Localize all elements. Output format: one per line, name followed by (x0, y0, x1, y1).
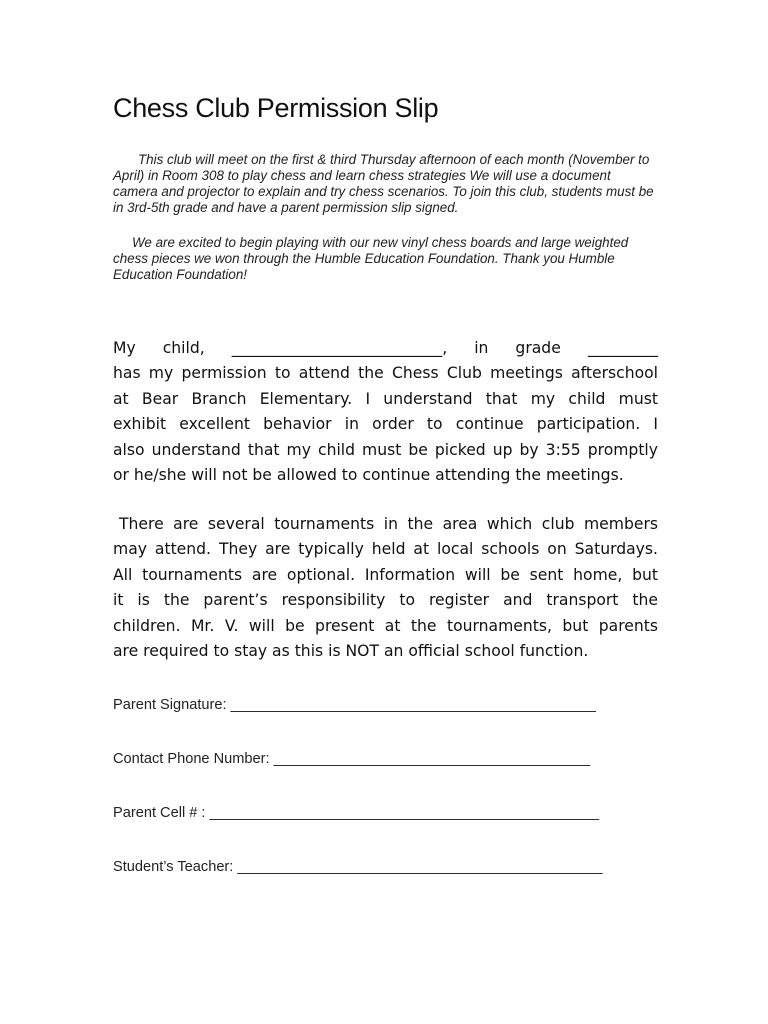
students-teacher-field: Student’s Teacher: _____________________________________________ (113, 859, 603, 875)
permission-line: exhibit excellent behavior in order to continue participation. I (113, 415, 658, 434)
contact-phone-field: Contact Phone Number: _______________________________________ (113, 751, 591, 767)
permission-paragraph (113, 336, 658, 488)
intro-text-schedule: This club will meet on the first & third Thursday afternoon of each month (November to April) in Room 308 to play chess and learn chess strategies We will use a document camera and projector to explain and try chess scenarios. To join this club, students must be in 3rd-5th grade and have a parent permission slip signed. (113, 152, 654, 215)
intro-paragraph-thanks (113, 235, 658, 283)
parent-cell-field: Parent Cell # : ________________________________________________ (113, 805, 600, 821)
intro-text-thanks: We are excited to begin playing with our new vinyl chess boards and large weighted chess pieces we won through the Humble Education Foundation. Thank you Humble Education Foundation! (113, 235, 629, 282)
intro-paragraph-schedule (113, 152, 658, 216)
tournament-line: All tournaments are optional. Information will be sent home, but (113, 565, 658, 584)
tournament-line: may attend. They are typically held at local schools on Saturdays. (113, 540, 658, 559)
tournament-paragraph (113, 512, 658, 664)
page-title: Chess Club Permission Slip (113, 93, 439, 123)
tournament-line: There are several tournaments in the area which club members (119, 515, 658, 533)
tournament-line: it is the parent’s responsibility to register and transport the (113, 591, 658, 610)
permission-line: also understand that my child must be picked up by 3:55 promptly (113, 440, 658, 459)
parent-signature-field: Parent Signature: _____________________________________________ (113, 697, 596, 713)
permission-line: My child, ___________________________, in grade _________ (113, 339, 658, 357)
tournament-line: are required to stay as this is NOT an official school function. (113, 642, 589, 661)
permission-line: or he/she will not be allowed to continue attending the meetings. (113, 466, 624, 485)
tournament-line: children. Mr. V. will be present at the tournaments, but parents (113, 616, 658, 635)
permission-line: at Bear Branch Elementary. I understand that my child must (113, 389, 658, 408)
permission-line: has my permission to attend the Chess Club meetings afterschool (113, 364, 658, 383)
